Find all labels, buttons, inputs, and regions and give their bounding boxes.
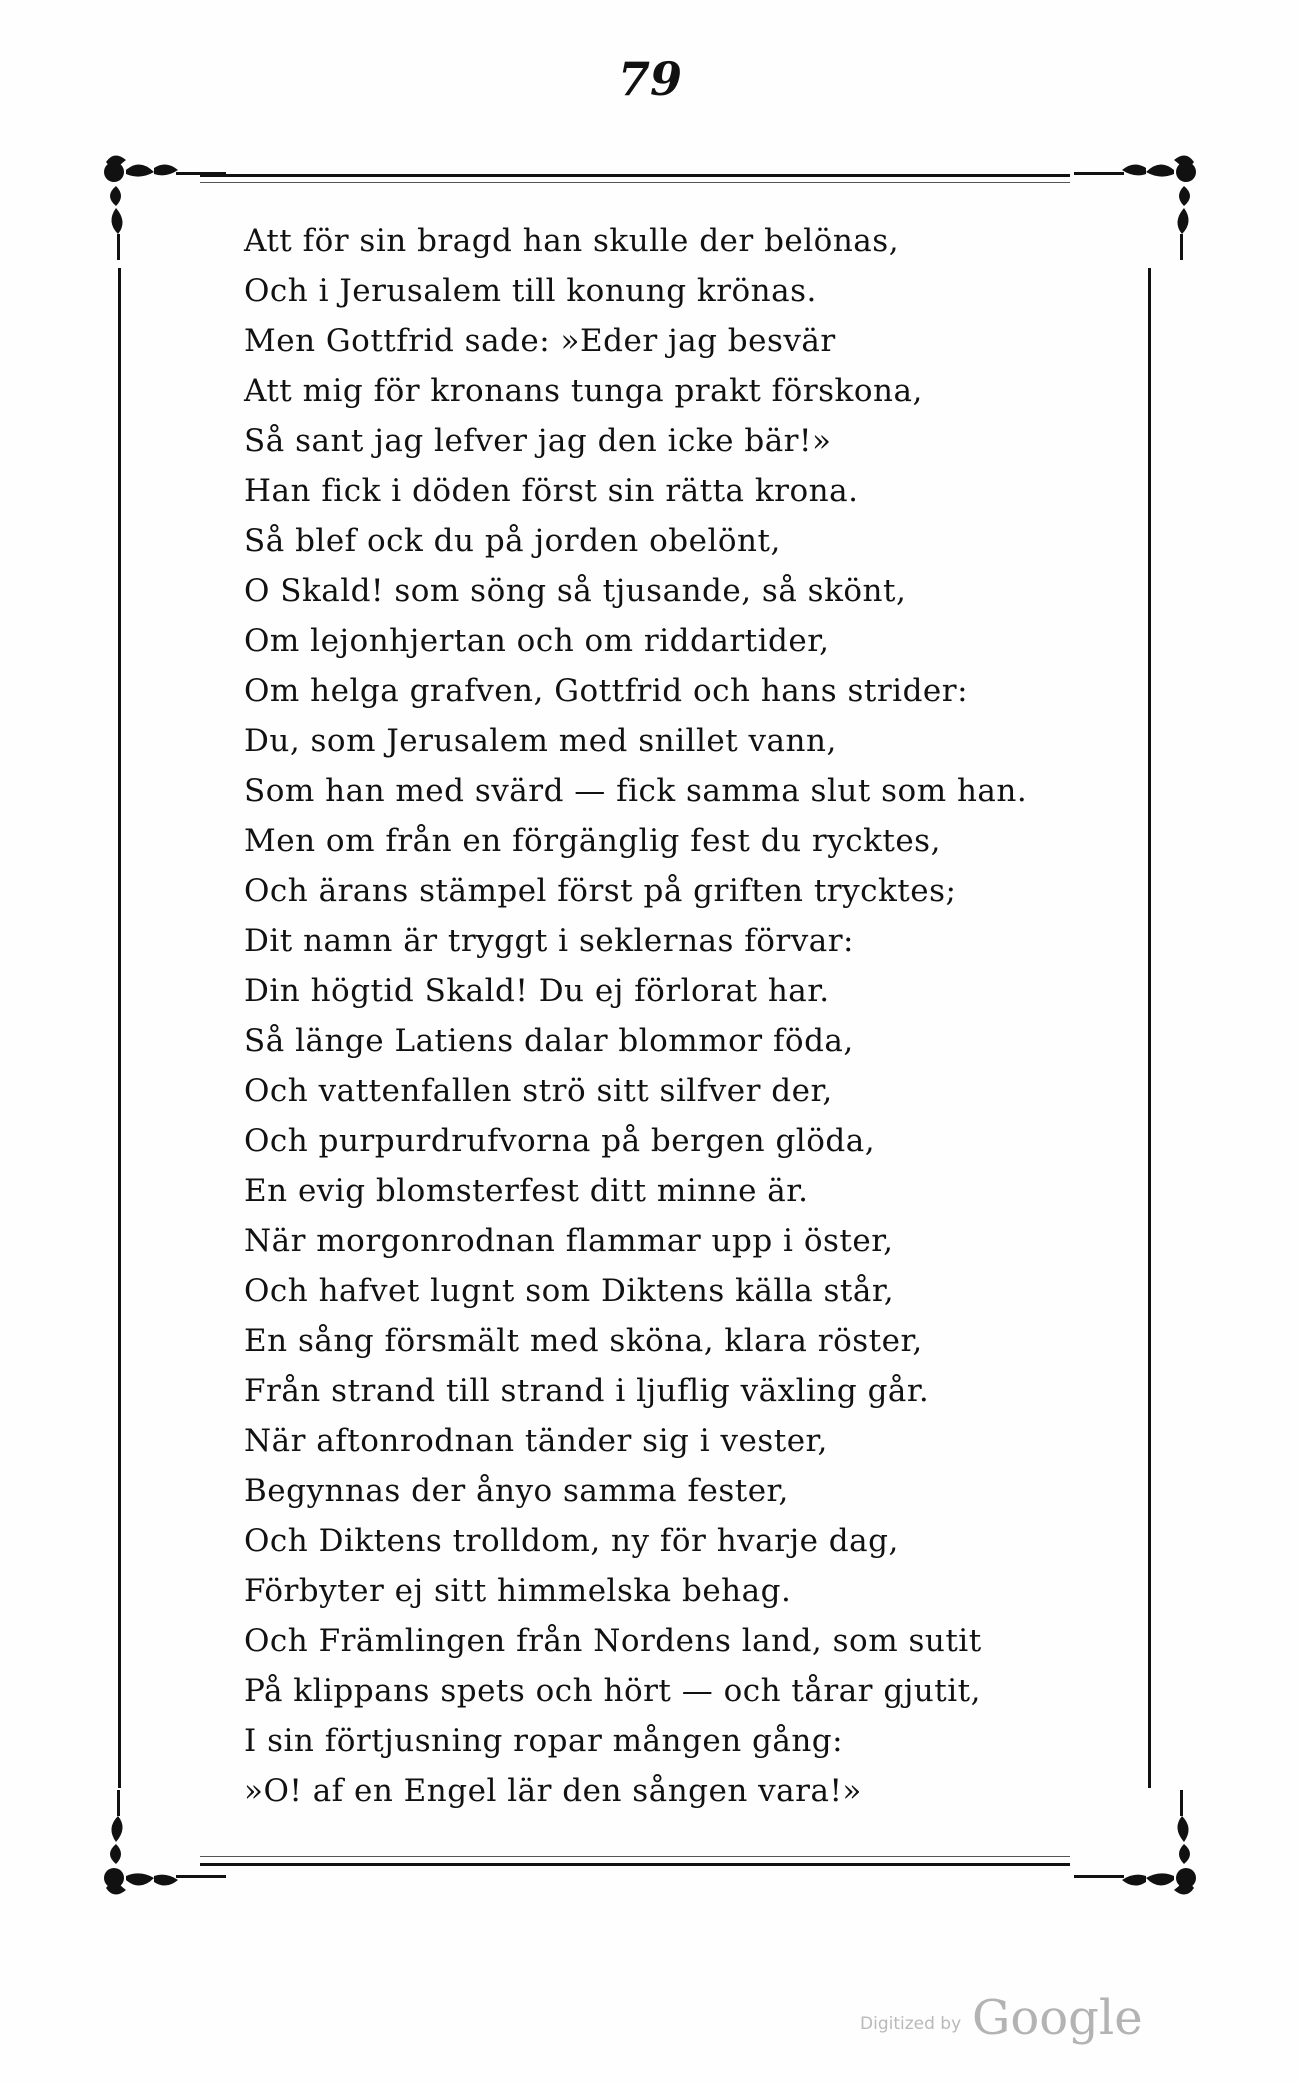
frame-right-rule: [1148, 268, 1151, 1788]
poem-line: Din högtid Skald! Du ej förlorat har.: [244, 973, 830, 1009]
poem-text: [244, 216, 1104, 1816]
poem-line: Som han med svärd — fick samma slut som han.: [244, 773, 1028, 809]
frame-bottom-thin-rule: [200, 1856, 1070, 1857]
poem-line: Och Diktens trolldom, ny för hvarje dag,: [244, 1523, 899, 1559]
poem-line: Och ärans stämpel först på griften trycktes;: [244, 873, 957, 909]
poem-line: Och vattenfallen strö sitt silfver der,: [244, 1073, 833, 1109]
poem-line: Om helga grafven, Gottfrid och hans strider:: [244, 673, 969, 709]
poem-line: När morgonrodnan flammar upp i öster,: [244, 1223, 894, 1259]
watermark-brand: Google: [972, 1990, 1143, 2046]
poem-line: Så sant jag lefver jag den icke bär!»: [244, 423, 832, 459]
poem-line: Från strand till strand i ljuflig växling går.: [244, 1373, 930, 1409]
poem-line: Men Gottfrid sade: »Eder jag besvär: [244, 323, 836, 359]
poem-line: Och i Jerusalem till konung krönas.: [244, 273, 817, 309]
poem-line: Du, som Jerusalem med snillet vann,: [244, 723, 837, 759]
floral-ornament-icon: [96, 1790, 226, 1900]
poem-line: Att mig för kronans tunga prakt förskona,: [244, 373, 923, 409]
poem-line: Förbyter ej sitt himmelska behag.: [244, 1573, 792, 1609]
poem-line: Och purpurdrufvorna på bergen glöda,: [244, 1123, 876, 1159]
poem-line: Men om från en förgänglig fest du rycktes,: [244, 823, 941, 859]
poem-line: »O! af en Engel lär den sången vara!»: [244, 1773, 862, 1809]
poem-line: O Skald! som söng så tjusande, så skönt,: [244, 573, 907, 609]
digitized-watermark: [860, 1990, 1143, 2046]
poem-line: Begynnas der ånyo samma fester,: [244, 1473, 789, 1509]
poem-line: Dit namn är tryggt i seklernas förvar:: [244, 923, 854, 959]
frame-top-thin-rule: [200, 182, 1070, 183]
poem-line: Och hafvet lugnt som Diktens källa står,: [244, 1273, 895, 1309]
poem-line: Så länge Latiens dalar blommor föda,: [244, 1023, 854, 1059]
frame-left-rule: [118, 268, 121, 1788]
poem-line: Och Främlingen från Nordens land, som sutit: [244, 1623, 982, 1659]
poem-line: Om lejonhjertan och om riddartider,: [244, 623, 830, 659]
poem-line: En sång försmält med sköna, klara röster,: [244, 1323, 923, 1359]
poem-line: Han fick i döden först sin rätta krona.: [244, 473, 859, 509]
poem-line: En evig blomsterfest ditt minne är.: [244, 1173, 809, 1209]
frame-top-rule: [200, 174, 1070, 177]
frame-bottom-rule: [200, 1863, 1070, 1866]
poem-line: Att för sin bragd han skulle der belönas,: [244, 223, 900, 259]
poem-line: I sin förtjusning ropar mången gång:: [244, 1723, 844, 1759]
poem-line: Så blef ock du på jorden obelönt,: [244, 523, 781, 559]
page-number: 79: [617, 52, 682, 106]
poem-line: På klippans spets och hört — och tårar gjutit,: [244, 1673, 981, 1709]
watermark-label: Digitized by: [860, 2014, 962, 2034]
poem-line: När aftonrodnan tänder sig i vester,: [244, 1423, 828, 1459]
floral-ornament-icon: [96, 150, 226, 260]
